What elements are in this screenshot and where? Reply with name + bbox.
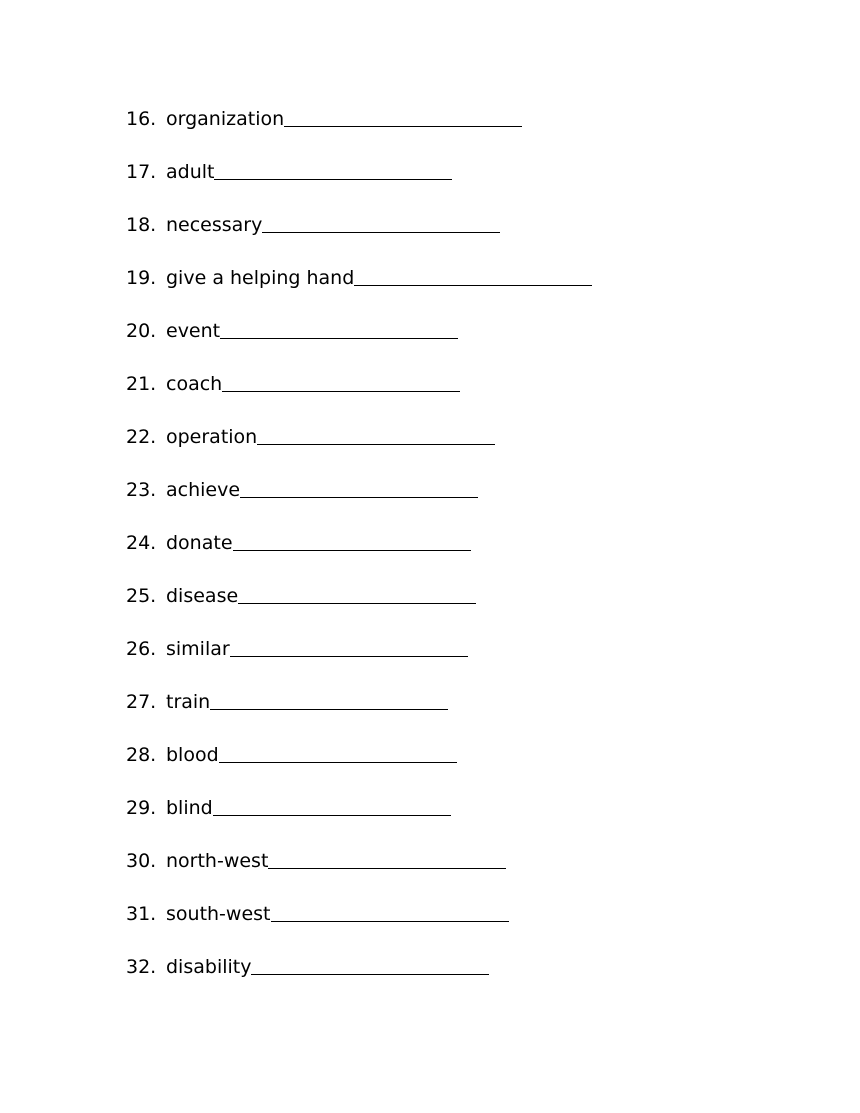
- item-number: 16.: [126, 108, 157, 130]
- answer-blank[interactable]: [210, 689, 448, 710]
- item-term: south-west: [166, 903, 271, 925]
- list-item: [126, 742, 592, 795]
- list-item: [126, 106, 592, 159]
- answer-blank[interactable]: [257, 424, 495, 445]
- item-term: coach: [166, 373, 223, 395]
- item-number: 17.: [126, 161, 157, 183]
- item-number: 22.: [126, 426, 157, 448]
- list-item: [126, 371, 592, 424]
- answer-blank[interactable]: [219, 742, 457, 763]
- item-number: 24.: [126, 532, 157, 554]
- list-item: [126, 477, 592, 530]
- item-number: 27.: [126, 691, 157, 713]
- list-item: [126, 848, 592, 901]
- item-term: north-west: [166, 850, 269, 872]
- list-item: [126, 689, 592, 742]
- item-number: 30.: [126, 850, 157, 872]
- item-number: 31.: [126, 903, 157, 925]
- answer-blank[interactable]: [284, 106, 522, 127]
- item-term: organization: [166, 108, 285, 130]
- answer-blank[interactable]: [213, 795, 451, 816]
- item-number: 25.: [126, 585, 157, 607]
- item-number: 23.: [126, 479, 157, 501]
- item-number: 32.: [126, 956, 157, 978]
- item-number: 26.: [126, 638, 157, 660]
- vocabulary-list: [126, 106, 592, 1007]
- list-item: [126, 901, 592, 954]
- answer-blank[interactable]: [220, 318, 458, 339]
- item-number: 29.: [126, 797, 157, 819]
- list-item: [126, 583, 592, 636]
- item-term: blind: [166, 797, 213, 819]
- item-term: donate: [166, 532, 233, 554]
- item-term: necessary: [166, 214, 263, 236]
- answer-blank[interactable]: [238, 583, 476, 604]
- item-term: disease: [166, 585, 239, 607]
- item-term: disability: [166, 956, 252, 978]
- item-term: train: [166, 691, 211, 713]
- item-term: operation: [166, 426, 258, 448]
- list-item: [126, 795, 592, 848]
- list-item: [126, 159, 592, 212]
- answer-blank[interactable]: [271, 901, 509, 922]
- list-item: [126, 318, 592, 371]
- answer-blank[interactable]: [233, 530, 471, 551]
- answer-blank[interactable]: [214, 159, 452, 180]
- answer-blank[interactable]: [262, 212, 500, 233]
- item-number: 28.: [126, 744, 157, 766]
- item-term: similar: [166, 638, 230, 660]
- list-item: [126, 636, 592, 689]
- item-term: give a helping hand: [166, 267, 355, 289]
- list-item: [126, 954, 592, 1007]
- list-item: [126, 265, 592, 318]
- list-item: [126, 530, 592, 583]
- item-number: 20.: [126, 320, 157, 342]
- answer-blank[interactable]: [222, 371, 460, 392]
- answer-blank[interactable]: [240, 477, 478, 498]
- answer-blank[interactable]: [268, 848, 506, 869]
- answer-blank[interactable]: [230, 636, 468, 657]
- answer-blank[interactable]: [354, 265, 592, 286]
- item-term: blood: [166, 744, 219, 766]
- list-item: [126, 212, 592, 265]
- item-number: 21.: [126, 373, 157, 395]
- answer-blank[interactable]: [251, 954, 489, 975]
- item-term: adult: [166, 161, 215, 183]
- list-item: [126, 424, 592, 477]
- item-term: event: [166, 320, 221, 342]
- item-term: achieve: [166, 479, 241, 501]
- item-number: 18.: [126, 214, 157, 236]
- item-number: 19.: [126, 267, 157, 289]
